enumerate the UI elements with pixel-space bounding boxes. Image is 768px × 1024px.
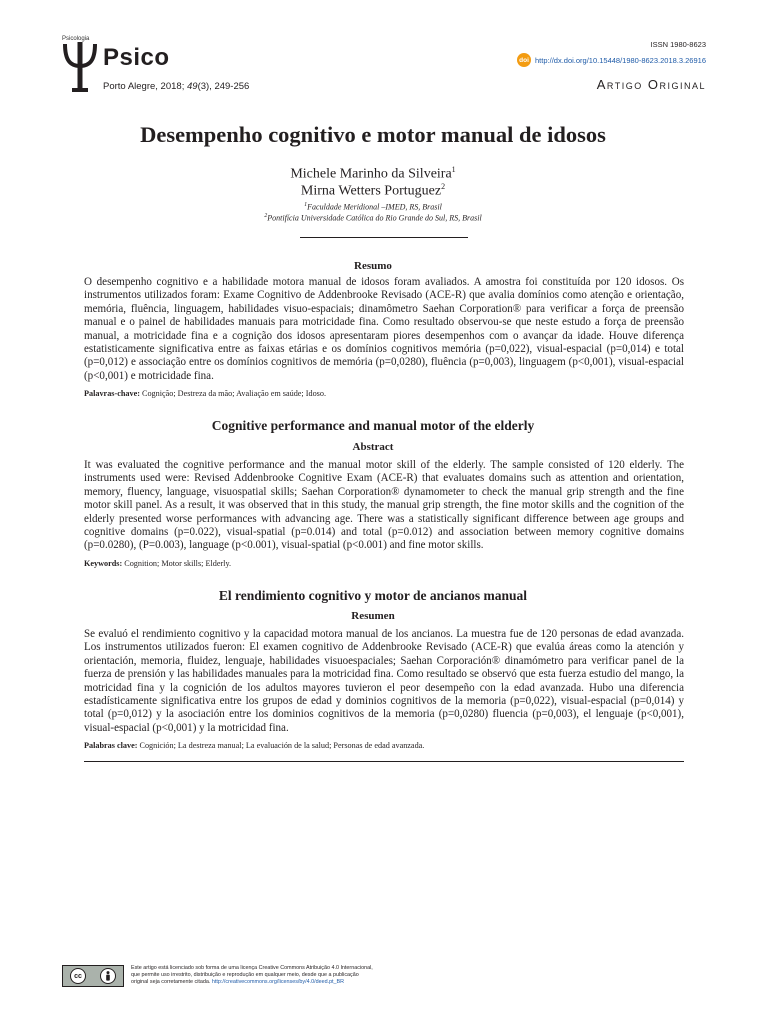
doi-icon: doi [517, 53, 531, 67]
resumen-heading: Resumen [351, 610, 395, 622]
spanish-title: El rendimiento cognitivo y motor de ancianos manual [218, 588, 528, 603]
cc-by-badge[interactable] [62, 965, 124, 987]
license-link[interactable]: http://creativecommons.org/licenses/by/4.0/deed.pt_BR [211, 979, 345, 985]
doi-link[interactable]: http://dx.doi.org/10.15448/1980-8623.2018.3.26916 [535, 55, 706, 65]
attribution-icon [100, 968, 116, 984]
citation: Porto Alegre, 2018; 49(3), 249-256 [103, 81, 250, 92]
resumen-text: Se evaluó el rendimiento cognitivo y la capacidad motora manual de los ancianos. La muestra fue de 120 personas de edad avanzada. Los instrumentos utilizados fueron: El examen cognitivo de Addenbrooke Revisado (ACE-R) que evalúa áreas como la atención y orientación, memoria, fluidez, lenguaje, habilidades visuoespaciales; Saehan Corporación® dinamómetro para verificar panel de la fuerza de prensión y las habilidades manuales para la motricidad fina. Como resultado se observó que esta fuerza estudio del mango, la motricidad fina y la cognición de los adultos mayores tuvieron el peor desempeño con la edad avanzada. Hubo una diferencia estadísticamente significativa entre los grupos de edad y dominios cognitivos de la memoria (p=0,022), visual-espacial (p=0,014) y total (p=0,012) y la asociación entre los dominios cognitivos de la memoria (p=0,0280) fluencia (p=0,003), el lenguaje (p<0,001), visual-espacial (p<0,001) y la motricidad fina. [84, 628, 684, 734]
abstract-text: It was evaluated the cognitive performance and the manual motor skill of the elderly. The sample consisted of 120 elderly. The instruments used were: Revised Addenbrooke Cognitive Exam (ACE-R) that evaluates domains such as attention and orientation, memory, fluency, language, visuospatial skills; Saehan Corporation® dynamometer to check the manual grip strength and the fine motor skill panel. As a result, it was observed that in this study, the manual grip strength, the fine motor skills and the cognition of the elderly presented worse performances with advancing age. There was a statistically significant difference between age groups and cognitive domains (p=0.022), visual-spatial (p=0.014) and total (p=0.012) and association between memory cognitive domains (p=0.0280), (P=0.003), language (p<0.001), visual-spatial (p<0.001) and fine motor skills. [84, 459, 684, 552]
creative-commons-icon: cc [70, 968, 86, 984]
affiliation-1: $^1$Faculdade Meridional –IMED, RS, Brasil [304, 202, 442, 212]
person-icon [104, 971, 112, 981]
journal-name: Psico [103, 44, 170, 71]
affiliation-2: $^2$Pontifícia Universidade Católica do Rio Grande do Sul, RS, Brasil [264, 213, 482, 223]
resumo-keywords: Palavras-chave: Cognição; Destreza da mão; Avaliação em saúde; Idoso. [84, 389, 326, 398]
journal-logo-caption: Psicologia [62, 36, 90, 42]
author-1: Michele Marinho da Silveira$^1$ [290, 165, 456, 182]
doi-row[interactable] [517, 53, 706, 67]
license-text: Este artigo está licenciado sob forma de uma licença Creative Commons Atribuição 4.0 Internacional, que permite uso irrestrito, distribuição e reprodução em qualquer meio, desde que a publicação original seja corretamente citada. http://creativecommons.org/licenses/by/4.0/deed.pt_BR [131, 965, 373, 985]
psi-logo-icon [62, 38, 98, 94]
author-2: Mirna Wetters Portuguez$^2$ [300, 182, 446, 199]
section-divider [84, 761, 684, 762]
resumo-text: O desempenho cognitivo e a habilidade motora manual de idosos foram avaliados. A amostra foi constituída por 120 idosos. Os instrumentos utilizados foram: Exame Cognitivo de Addenbrooke Revisado (ACE-R) que avalia domínios como atenção e orientação, memória, fluência, linguagem, habilidades visuo-espaciais; dinamômetro Saehan Corporation® para verificar a força de preensão manual e o painel de habilidades manuais para motricidade fina. Como resultado observou-se que neste estudo a força de preensão manual, a motricidade fina e a cognição dos idosos apresentaram piores desempenhos com o avançar da idade. Houve diferença estatisticamente significativa entre as faixas etárias e os domínios cognitivos memória (p=0,022), visual-espacial (p=0,014) e total (p=0,012) e associação entre os domínios cognitivos de memória (p=0,0280), fluência (p=0,003), linguagem (p<0,001), visual-espacial (p<0,001) e motricidade fina. [84, 276, 684, 382]
title-divider [300, 237, 468, 238]
article-title: Desempenho cognitivo e motor manual de idosos [140, 122, 606, 147]
article-type: Artigo Original [596, 77, 706, 92]
english-title: Cognitive performance and manual motor of the elderly [211, 418, 535, 433]
abstract-heading: Abstract [352, 441, 394, 453]
resumo-heading: Resumo [354, 260, 392, 272]
english-keywords: Keywords: Cognition; Motor skills; Elderly. [84, 559, 232, 568]
issn: ISSN 1980-8623 [650, 40, 706, 49]
spanish-keywords: Palabras clave: Cognición; La destreza manual; La evaluación de la salud; Personas de edad avanzada. [84, 741, 425, 750]
